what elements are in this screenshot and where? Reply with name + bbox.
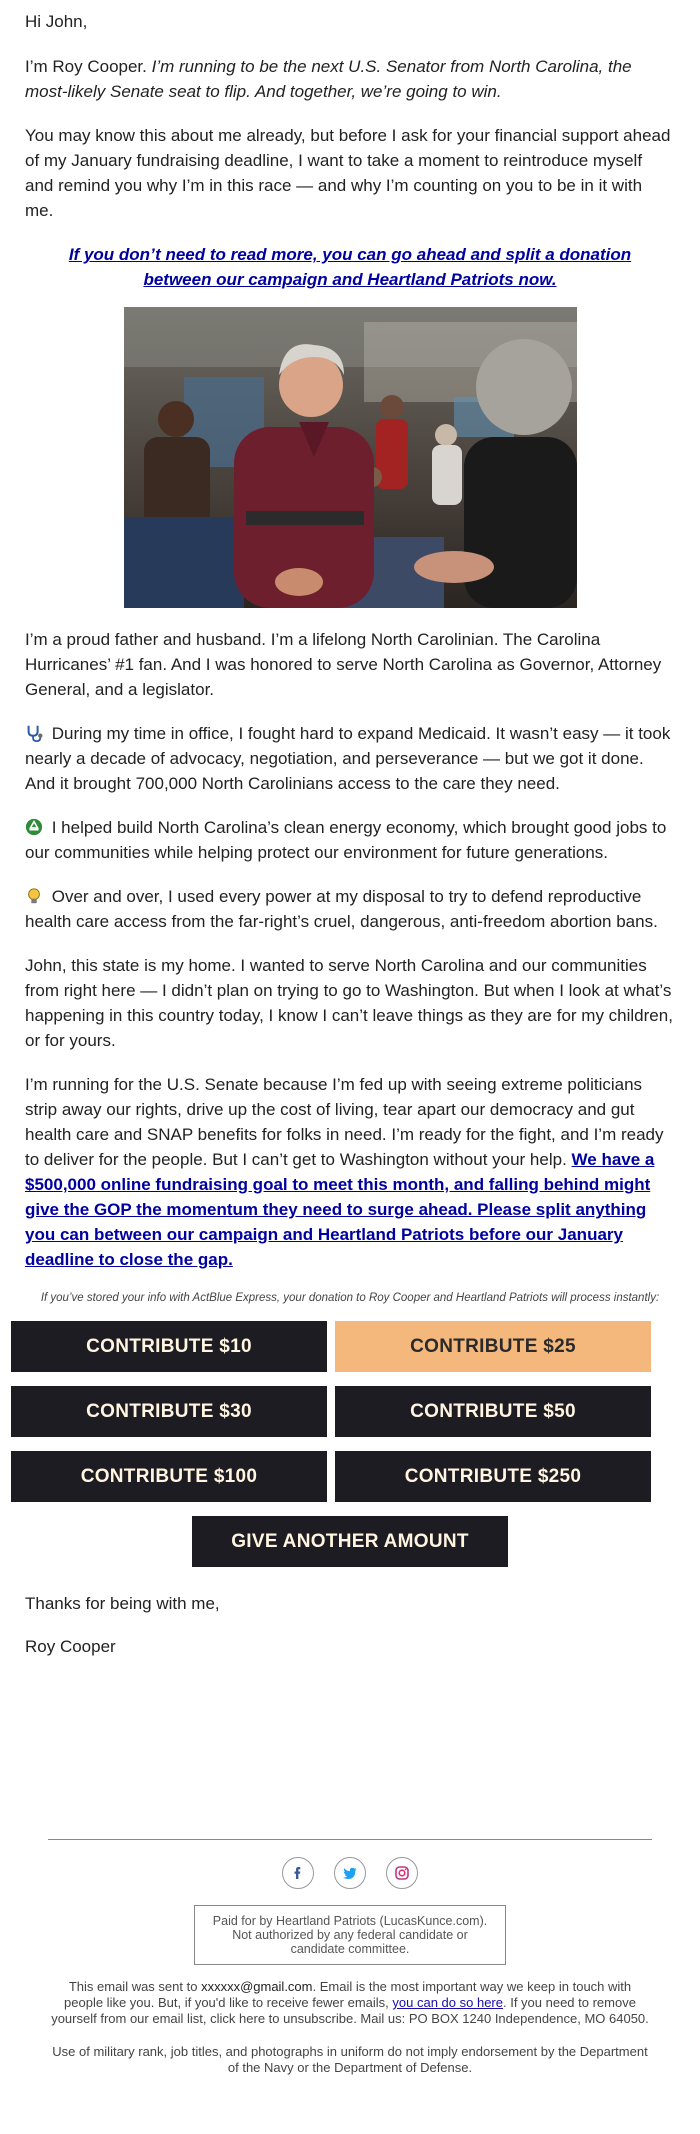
- greeting: Hi John,: [25, 12, 88, 31]
- military-disclaimer: Use of military rank, job titles, and photographs in uniform do not imply endorsement by the Department of the Navy or the Department of Defense.: [52, 2044, 648, 2075]
- contribute-25-button[interactable]: CONTRIBUTE $25: [335, 1321, 651, 1372]
- contribution-buttons: [11, 1321, 700, 1502]
- contribute-250-button[interactable]: CONTRIBUTE $250: [335, 1451, 651, 1502]
- sent-suffix: . If you need to remove yourself from our email list, click here to unsubscribe. Mail us: PO BOX 1240 Independence, MO 64050.: [51, 1995, 649, 2026]
- lightbulb-icon: [25, 887, 43, 905]
- reproductive-paragraph: [25, 884, 675, 934]
- support-paragraph: You may know this about me already, but before I ask for your financial support ahead of my January fundraising deadline, I want to take a moment to reintroduce myself and remind you why I’m in this race — and why I’m counting on you to be in it with me.: [25, 126, 671, 220]
- recipient-email: xxxxxx@gmail.com: [201, 1979, 313, 1994]
- contribute-100-button[interactable]: CONTRIBUTE $100: [11, 1451, 327, 1502]
- facebook-icon[interactable]: [282, 1857, 314, 1889]
- email-body: [0, 9, 700, 1272]
- stethoscope-icon: [25, 724, 43, 742]
- intro-paragraph: [25, 54, 675, 104]
- contribute-30-button[interactable]: CONTRIBUTE $30: [11, 1386, 327, 1437]
- email-notice: [50, 1979, 650, 2027]
- senate-text: I’m running for the U.S. Senate because I’m fed up with seeing extreme politicians strip away our rights, drive up the cost of living, tear apart our democracy and gut health care and SNAP benefits for folks in need. I’m ready for the fight, and I’m ready to deliver for the people. But I can’t get to Washington without your help.: [25, 1075, 664, 1169]
- social-links: [0, 1857, 700, 1889]
- medicaid-paragraph: [25, 721, 675, 796]
- medicaid-text: During my time in office, I fought hard to expand Medicaid. It wasn’t easy — it took nearly a decade of advocacy, negotiation, and perseverance — but we got it done. And it brought 700,000 North Carolinians access to the care they need.: [25, 724, 671, 793]
- candidate-photo: [124, 307, 577, 608]
- give-another-amount-button[interactable]: GIVE ANOTHER AMOUNT: [192, 1516, 508, 1567]
- contribute-50-button[interactable]: CONTRIBUTE $50: [335, 1386, 651, 1437]
- home-paragraph: John, this state is my home. I wanted to serve North Carolina and our communities from right here — I didn’t plan on trying to go to Washington. But when I look at what’s happening in this country today, I know I can’t leave things as they are for my children, or for yours.: [25, 956, 673, 1050]
- bio-paragraph: I’m a proud father and husband. I’m a lifelong North Carolinian. The Carolina Hurricanes’ #1 fan. And I was honored to serve North Carolina as Governor, Attorney General, and a legislator.: [25, 630, 662, 699]
- clean-energy-text: I helped build North Carolina’s clean energy economy, which brought good jobs to our communities while helping protect our environment for future generations.: [25, 818, 667, 862]
- paid-for-disclaimer: Paid for by Heartland Patriots (LucasKunce.com). Not authorized by any federal candidate or candidate committee.: [194, 1905, 506, 1965]
- intro-plain: I’m Roy Cooper.: [25, 57, 152, 76]
- fewer-emails-link[interactable]: you can do so here: [392, 1995, 503, 2010]
- senate-paragraph: [25, 1072, 675, 1272]
- footer-divider: [48, 1839, 652, 1840]
- goal-donate-link[interactable]: We have a $500,000 online fundraising goal to meet this month, and falling behind might give the GOP the momentum they need to surge ahead. Please split anything you can between our campaign and Heartland Patriots before our January deadline to close the gap.: [25, 1150, 655, 1269]
- sent-prefix: This email was sent to: [68, 1979, 202, 1994]
- clean-energy-paragraph: [25, 815, 675, 865]
- twitter-icon[interactable]: [334, 1857, 366, 1889]
- instagram-icon[interactable]: [386, 1857, 418, 1889]
- sent-middle: . Email is the most important way we keep in touch with people like you. But, if you'd like to receive fewer emails,: [64, 1979, 632, 2010]
- recycle-icon: [25, 818, 43, 836]
- closing: Thanks for being with me,: [25, 1594, 220, 1613]
- top-donate-link[interactable]: If you don’t need to read more, you can go ahead and split a donation between our campaign and Heartland Patriots now.: [68, 245, 632, 289]
- contribute-10-button[interactable]: CONTRIBUTE $10: [11, 1321, 327, 1372]
- intro-italic: I’m running to be the next U.S. Senator from North Carolina, the most-likely Senate seat to flip. And together, we’re going to win.: [25, 57, 632, 101]
- reproductive-text: Over and over, I used every power at my disposal to try to defend reproductive health care access from the far-right’s cruel, dangerous, anti-freedom abortion bans.: [25, 887, 658, 931]
- candidate-photo-illustration: [124, 307, 577, 608]
- actblue-note: If you’ve stored your info with ActBlue Express, your donation to Roy Cooper and Heartland Patriots will process instantly:: [40, 1292, 660, 1304]
- signature: Roy Cooper: [25, 1637, 116, 1656]
